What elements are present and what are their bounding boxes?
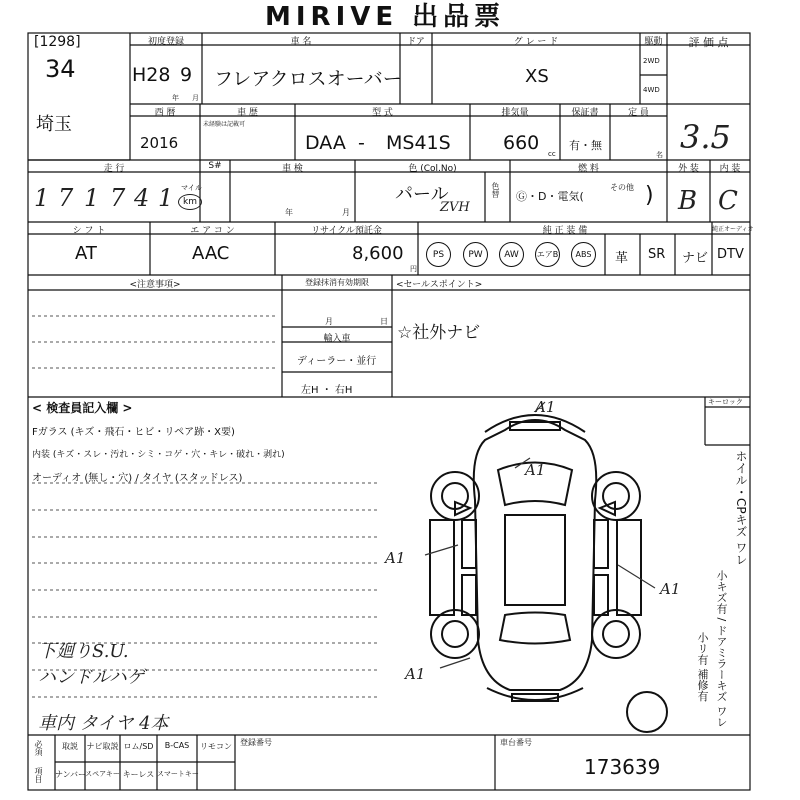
header-import: 輸入車 <box>323 334 351 344</box>
header-shaken: 車 検 <box>282 164 303 174</box>
shaken-year: 年 <box>285 208 293 217</box>
equip-airbag: エアB <box>535 242 560 267</box>
warranty-value: 有・無 <box>569 139 602 152</box>
header-color: 色 (Col.No) <box>408 164 457 174</box>
damage-mark-left: A1 <box>385 549 406 567</box>
side-legend-mirror: 小キズ有 / ドアミラーキズ ワレ <box>715 570 728 728</box>
lot-number: [1298] <box>34 34 81 50</box>
equip-leather: 革 <box>615 251 629 266</box>
footer-rom-sd: ロム/SD <box>123 742 154 751</box>
exterior-value: B <box>678 186 698 216</box>
header-keyless: キーロック <box>708 398 743 406</box>
footer-bcas: B-CAS <box>164 741 190 750</box>
model-dash: - <box>358 132 365 154</box>
displacement-value: 660 <box>503 132 540 154</box>
model-prefix: DAA <box>305 132 346 154</box>
first-reg-era: H28 <box>132 64 171 86</box>
header-model: 型 式 <box>372 108 393 118</box>
reg-month: 月 <box>325 317 333 326</box>
form-title: MIRIVE 出品票 <box>265 2 506 32</box>
inspector-line-glass: Fガラス (キズ・飛石・ヒビ・リペア跡・X要) <box>32 427 235 438</box>
dealer-value: ディーラー・並行 <box>297 356 377 367</box>
mileage-digit-5: 4 <box>134 184 150 212</box>
mileage-digit-2: 7 <box>58 184 74 212</box>
header-reg-expiry: 登録抹消有効期限 <box>305 278 369 287</box>
equip-abs: ABS <box>571 242 596 267</box>
header-sales-point: <セールスポイント> <box>396 280 483 290</box>
footer-reg-no-label: 登録番号 <box>240 738 272 747</box>
reg-day: 日 <box>380 317 388 326</box>
mileage-digit-3: 1 <box>84 184 100 212</box>
header-options: 純正オーディオ <box>712 226 754 233</box>
recycle-value: 8,600 <box>352 243 404 264</box>
header-first-reg: 初度登録 <box>147 37 184 47</box>
side-legend-repair: 小リ有 補修有 <box>696 632 709 702</box>
header-score: 評 価 点 <box>688 36 729 49</box>
interior-value: C <box>718 186 738 216</box>
header-shift: シ フ ト <box>72 226 106 236</box>
mileage-digit-1: 1 <box>34 184 50 212</box>
model-value: MS41S <box>386 132 451 154</box>
header-year-western: 西 暦 <box>154 108 176 118</box>
damage-mark-front: A1 <box>535 398 556 416</box>
header-fuel: 燃 料 <box>578 164 599 174</box>
color-side: 色替 <box>491 182 500 198</box>
footer-navi-manual: ナビ取説 <box>86 742 119 751</box>
footer-keyless: キーレス <box>122 770 155 779</box>
aircon-value: AAC <box>192 243 230 264</box>
header-notes: <注意事項> <box>129 280 181 290</box>
displacement-unit: cc <box>548 150 556 158</box>
footer-manual: 取説 <box>62 742 78 751</box>
shaken-month: 月 <box>342 208 350 217</box>
grade-value: XS <box>525 66 549 87</box>
inspector-line-audio: オーディオ (無し・穴) / タイヤ (スタッドレス) <box>32 473 243 484</box>
handwritten-tires: 車内 タイヤ 4本 <box>38 713 169 734</box>
drive-2wd: 2WD <box>643 57 660 65</box>
damage-mark-right: A1 <box>660 580 681 598</box>
handwritten-undercarriage: 下廻りS.U. <box>38 641 129 662</box>
fuel-value: Ⓖ・D・電気( <box>516 190 584 203</box>
unit-month: 月 <box>192 94 199 102</box>
header-recycle: リサイクル預託金 <box>311 226 382 236</box>
equip-pw: PW <box>463 242 488 267</box>
header-equipment: 純 正 装 備 <box>542 226 588 236</box>
header-capacity: 定 員 <box>628 108 649 118</box>
lot-index: 34 <box>45 55 76 83</box>
footer-remote: リモコン <box>200 742 232 751</box>
header-grade: グ レ ー ド <box>513 37 559 47</box>
header-door: ドア <box>407 37 425 47</box>
mileage-digit-6: 1 <box>158 184 174 212</box>
chassis-number: 173639 <box>584 755 661 779</box>
footer-chassis-label: 車台番号 <box>500 738 532 747</box>
footer-label-a: 必須 <box>34 740 43 756</box>
header-warranty: 保証書 <box>571 108 599 118</box>
year-western-value: 2016 <box>140 134 179 152</box>
header-exterior: 外 装 <box>678 164 699 174</box>
color-code: ZVH <box>440 200 470 215</box>
damage-mark-windscreen: A1 <box>525 461 546 479</box>
header-drive: 駆動 <box>644 37 663 47</box>
prefecture: 埼玉 <box>36 114 72 135</box>
header-mileage: 走 行 <box>103 164 125 174</box>
recycle-unit: 円 <box>410 265 417 273</box>
steering-value: 左H ・ 右H <box>301 385 353 396</box>
footer-spare-key: スペアキー <box>85 770 120 778</box>
header-car-name: 車 名 <box>290 37 312 47</box>
equip-aw: AW <box>499 242 524 267</box>
header-inspector: < 検査員記入欄 > <box>32 401 133 415</box>
equip-navi: ナビ <box>682 251 709 266</box>
header-displacement: 排気量 <box>501 108 529 118</box>
footer-label-b: 項目 <box>34 767 43 783</box>
damage-mark-rear-left: A1 <box>405 665 426 683</box>
header-interior: 内 装 <box>719 164 741 174</box>
inspection-note: 未経験は記載可 <box>203 121 246 128</box>
equip-sunroof: SR <box>648 247 666 262</box>
shift-value: AT <box>75 243 97 264</box>
car-name-value: フレアクロスオーバー <box>214 68 402 90</box>
fuel-other: その他 <box>610 183 634 192</box>
inspector-line-interior: 内装 (キズ・スレ・汚れ・シミ・コゲ・穴・キレ・破れ・剥れ) <box>32 450 285 460</box>
handwritten-steering: ハンドルハゲ <box>38 667 145 688</box>
header-aircon: エ ア コ ン <box>190 226 235 236</box>
unit-year: 年 <box>172 94 179 102</box>
sales-point-value: ☆社外ナビ <box>397 323 481 343</box>
mileage-unit-km-label: km <box>183 197 197 207</box>
equip-ps: PS <box>426 242 451 267</box>
equip-dtv: DTV <box>717 247 744 262</box>
footer-plate: ナンバー <box>55 770 87 779</box>
header-s-no: S# <box>208 161 222 171</box>
mileage-unit-mile: マイル <box>181 184 202 192</box>
color-value: パール <box>395 184 449 205</box>
side-legend-wheel: ホイル・CPキズ ワレ <box>734 450 748 566</box>
mileage-digit-4: 7 <box>110 184 126 212</box>
drive-4wd: 4WD <box>643 86 660 94</box>
first-reg-month: 9 <box>180 64 193 86</box>
footer-smart-key: スマートキー <box>157 770 199 778</box>
header-inspection: 車 歴 <box>237 108 258 118</box>
mileage-unit-km <box>178 194 202 210</box>
score-value: 3.5 <box>680 118 731 156</box>
capacity-unit: 名 <box>656 151 663 159</box>
fuel-close: ) <box>645 183 654 208</box>
